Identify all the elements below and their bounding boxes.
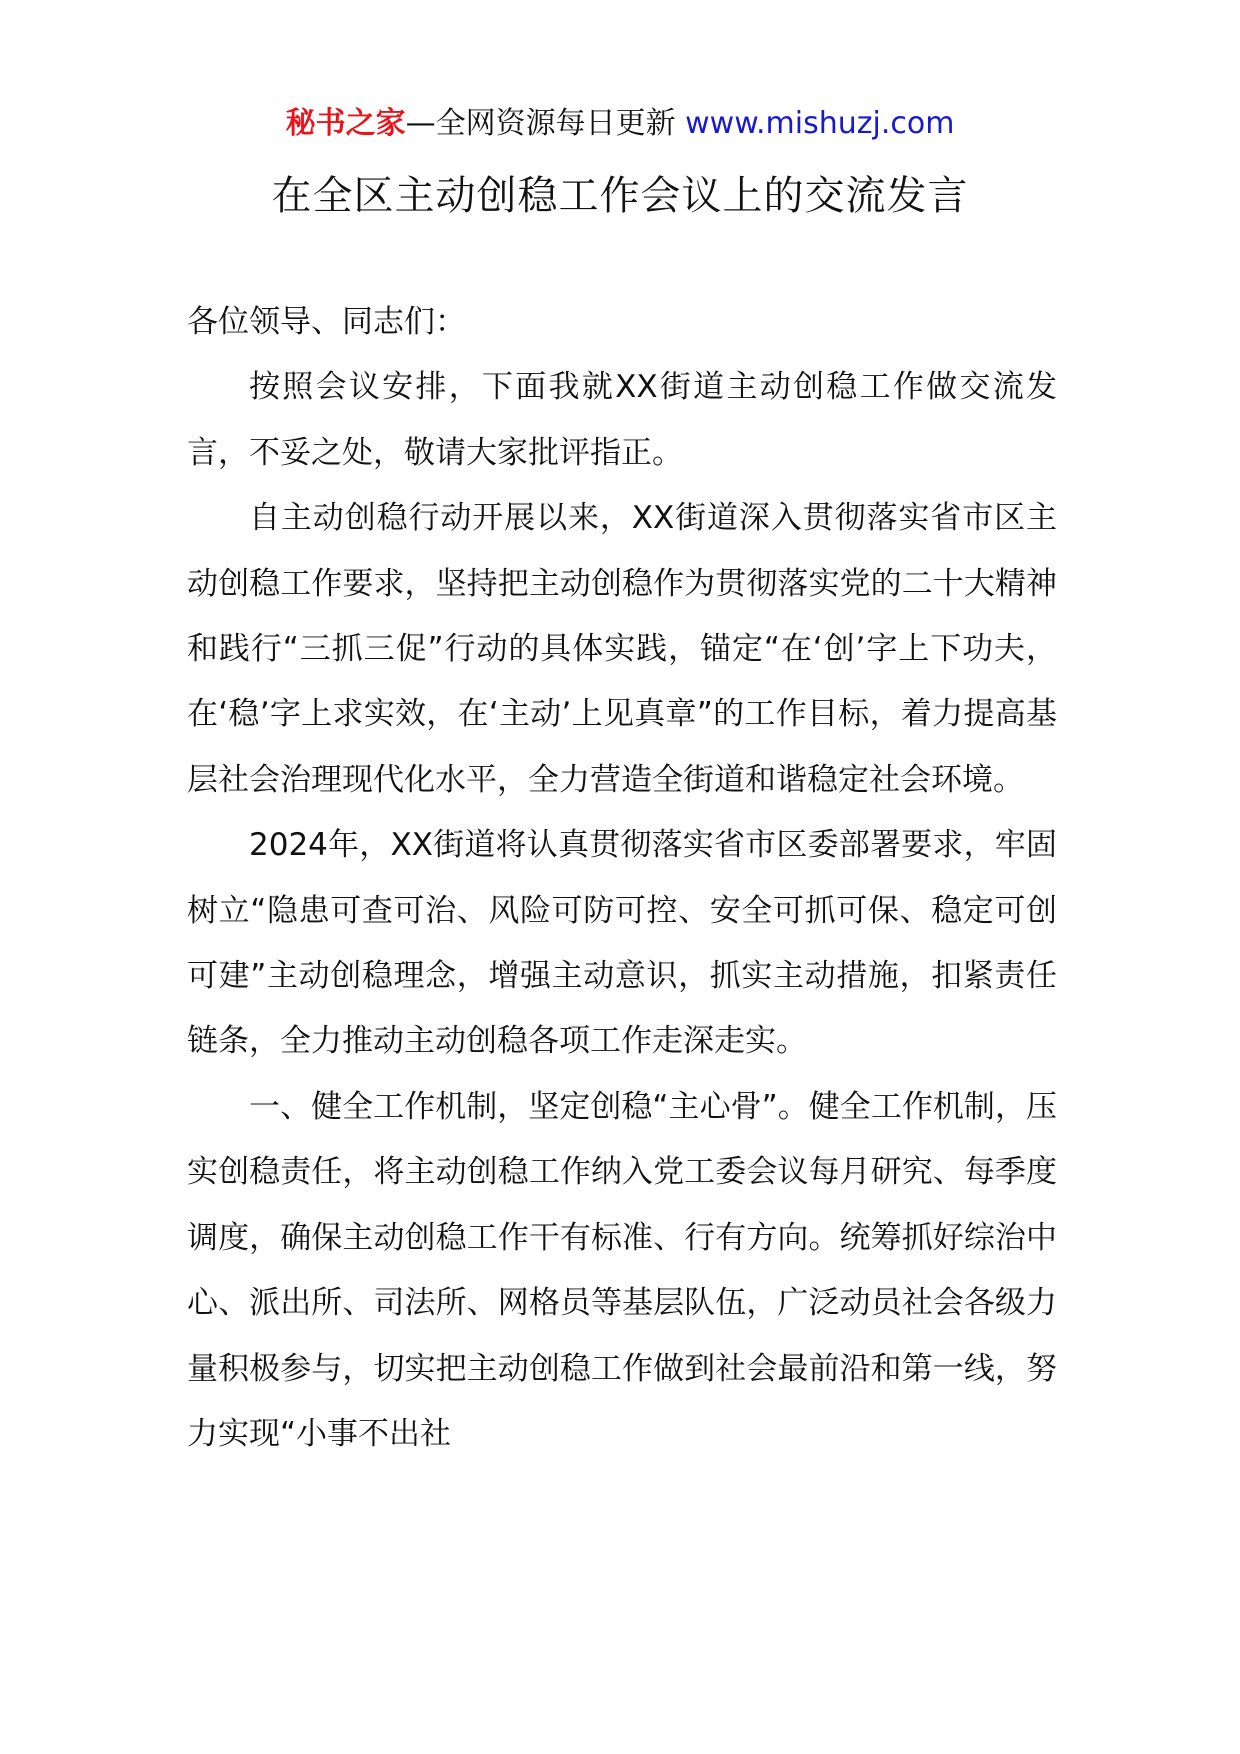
paragraph-plan-2024: 2024年，XX街道将认真贯彻落实省市区委部署要求，牢固树立“隐患可查可治、风险可防可控、安全可抓可保、稳定可创可建”主动创稳理念，增强主动意识，抓实主动措施，扣紧责任链条，全力推动主动创稳各项工作走深走实。 <box>187 827 1057 1060</box>
site-tagline: —全网资源每日更新 <box>405 106 676 141</box>
salutation: 各位领导、同志们： <box>187 304 466 340</box>
document-title: 在全区主动创稳工作会议上的交流发言 <box>271 173 969 219</box>
paragraph-background: 自主动创稳行动开展以来，XX街道深入贯彻落实省市区主动创稳工作要求，坚持把主动创稳作为贯彻落实党的二十大精神和践行“三抓三促”行动的具体实践，锚定“在‘创’字上下功夫，在‘稳’字上求实效，在‘主动’上见真章”的工作目标，着力提高基层社会治理现代化水平，全力营造全街道和谐稳定社会环境。 <box>187 500 1057 798</box>
paragraph-intro: 按照会议安排，下面我就XX街道主动创稳工作做交流发言，不妥之处，敬请大家批评指正。 <box>187 369 1057 471</box>
site-url-link[interactable]: www.mishuzj.com <box>685 106 955 141</box>
site-header <box>0 104 1240 144</box>
site-brand: 秘书之家 <box>285 106 406 141</box>
document-body <box>187 290 1057 1467</box>
paragraph-section-one: 一、健全工作机制，坚定创稳“主心骨”。健全工作机制，压实创稳责任，将主动创稳工作纳入党工委会议每月研究、每季度调度，确保主动创稳工作干有标准、行有方向。统筹抓好综治中心、派出所、司法所、网格员等基层队伍，广泛动员社会各级力量积极参与，切实把主动创稳工作做到社会最前沿和第一线，努力实现“小事不出社 <box>187 1088 1057 1452</box>
